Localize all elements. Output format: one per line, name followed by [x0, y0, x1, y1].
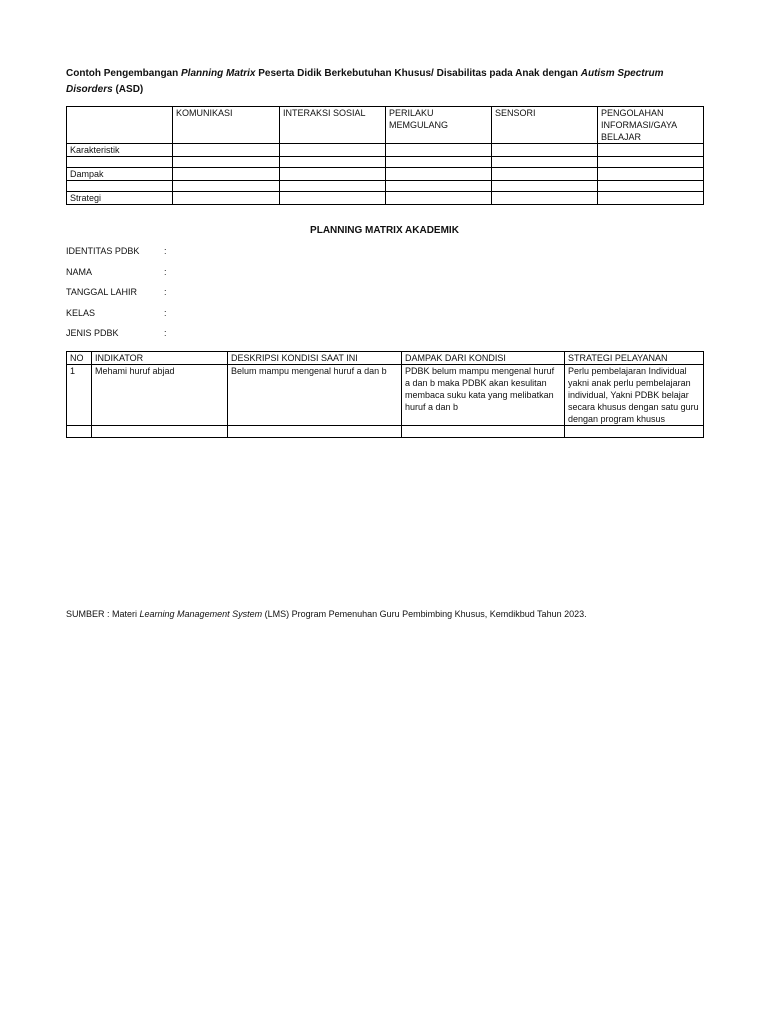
academic-header-cell: DAMPAK DARI KONDISI	[402, 351, 565, 364]
academic-section-title: PLANNING MATRIX AKADEMIK	[310, 225, 459, 236]
matrix-cell	[280, 181, 386, 192]
identity-block	[66, 246, 703, 349]
matrix-header-cell: KOMUNIKASI	[173, 107, 280, 144]
academic-cell	[565, 425, 704, 437]
matrix-row-label: Dampak	[67, 168, 173, 181]
matrix-cell	[173, 144, 280, 157]
document-page	[66, 66, 703, 438]
matrix-row	[67, 144, 704, 157]
matrix-header-cell: PENGOLAHAN INFORMASI/GAYA BELAJAR	[598, 107, 704, 144]
identity-colon: :	[164, 246, 167, 256]
identity-label: IDENTITAS PDBK	[66, 246, 140, 256]
matrix-header-cell: INTERAKSI SOSIAL	[280, 107, 386, 144]
academic-cell: Perlu pembelajaran Individual yakni anak perlu pembelajaran individual, Yakni PDBK belajar secara khusus dengan satu guru dengan program khusus	[565, 364, 704, 425]
matrix-cell	[598, 157, 704, 168]
matrix-cell	[386, 144, 492, 157]
matrix-row	[67, 192, 704, 205]
academic-cell: PDBK belum mampu mengenal huruf a dan b maka PDBK akan kesulitan membaca suku kata yang melibatkan huruf a dan b	[402, 364, 565, 425]
matrix-row	[67, 157, 704, 168]
matrix-cell	[173, 181, 280, 192]
planning-matrix-table	[66, 106, 704, 205]
matrix-cell	[173, 168, 280, 181]
identity-row	[66, 246, 703, 267]
academic-header-row	[67, 351, 704, 364]
matrix-row-label	[67, 157, 173, 168]
matrix-cell	[386, 181, 492, 192]
matrix-cell	[492, 157, 598, 168]
source-citation: SUMBER : Materi Learning Management System (LMS) Program Pemenuhan Guru Pembimbing Khusus, Kemdikbud Tahun 2023.	[66, 609, 587, 619]
academic-cell	[92, 425, 228, 437]
matrix-cell	[280, 144, 386, 157]
matrix-header-cell	[67, 107, 173, 144]
academic-header-cell: NO	[67, 351, 92, 364]
academic-header-cell: STRATEGI PELAYANAN	[565, 351, 704, 364]
academic-cell: Mehami huruf abjad	[92, 364, 228, 425]
matrix-row	[67, 181, 704, 192]
identity-colon: :	[164, 287, 167, 297]
academic-cell	[402, 425, 565, 437]
identity-row	[66, 287, 703, 308]
identity-label: JENIS PDBK	[66, 328, 119, 338]
matrix-cell	[598, 144, 704, 157]
matrix-cell	[598, 181, 704, 192]
matrix-cell	[173, 157, 280, 168]
matrix-cell	[280, 157, 386, 168]
academic-matrix-table	[66, 351, 704, 438]
identity-colon: :	[164, 266, 167, 277]
matrix-cell	[280, 168, 386, 181]
matrix-row-label	[67, 181, 173, 192]
identity-label: NAMA	[66, 266, 93, 277]
academic-header-cell: INDIKATOR	[92, 351, 228, 364]
matrix-cell	[492, 192, 598, 205]
matrix-row	[67, 168, 704, 181]
identity-row	[66, 328, 703, 349]
matrix-cell	[386, 157, 492, 168]
academic-cell: Belum mampu mengenal huruf a dan b	[228, 364, 402, 425]
matrix-header-row	[67, 107, 704, 144]
identity-row	[66, 308, 703, 329]
matrix-header-cell: SENSORI	[492, 107, 598, 144]
identity-label: TANGGAL LAHIR	[66, 287, 138, 297]
academic-row	[67, 425, 704, 437]
matrix-cell	[492, 181, 598, 192]
matrix-row-label: Karakteristik	[67, 144, 173, 157]
matrix-cell	[598, 168, 704, 181]
matrix-cell	[386, 168, 492, 181]
academic-cell	[228, 425, 402, 437]
academic-row	[67, 364, 704, 425]
document-title: Contoh Pengembangan Planning Matrix Peserta Didik Berkebutuhan Khusus/ Disabilitas pada Anak dengan Autism Spectrum Disorders (ASD)	[66, 68, 664, 95]
academic-cell	[67, 425, 92, 437]
academic-header-cell: DESKRIPSI KONDISI SAAT INI	[228, 351, 402, 364]
identity-colon: :	[164, 307, 167, 318]
matrix-cell	[492, 144, 598, 157]
identity-label: KELAS	[66, 307, 96, 318]
matrix-row-label: Strategi	[67, 192, 173, 205]
academic-cell: 1	[67, 364, 92, 425]
matrix-header-cell: PERILAKU MEMGULANG	[386, 107, 492, 144]
matrix-cell	[173, 192, 280, 205]
matrix-cell	[280, 192, 386, 205]
identity-colon: :	[164, 328, 167, 338]
matrix-cell	[386, 192, 492, 205]
matrix-cell	[492, 168, 598, 181]
matrix-cell	[598, 192, 704, 205]
identity-row	[66, 267, 703, 288]
